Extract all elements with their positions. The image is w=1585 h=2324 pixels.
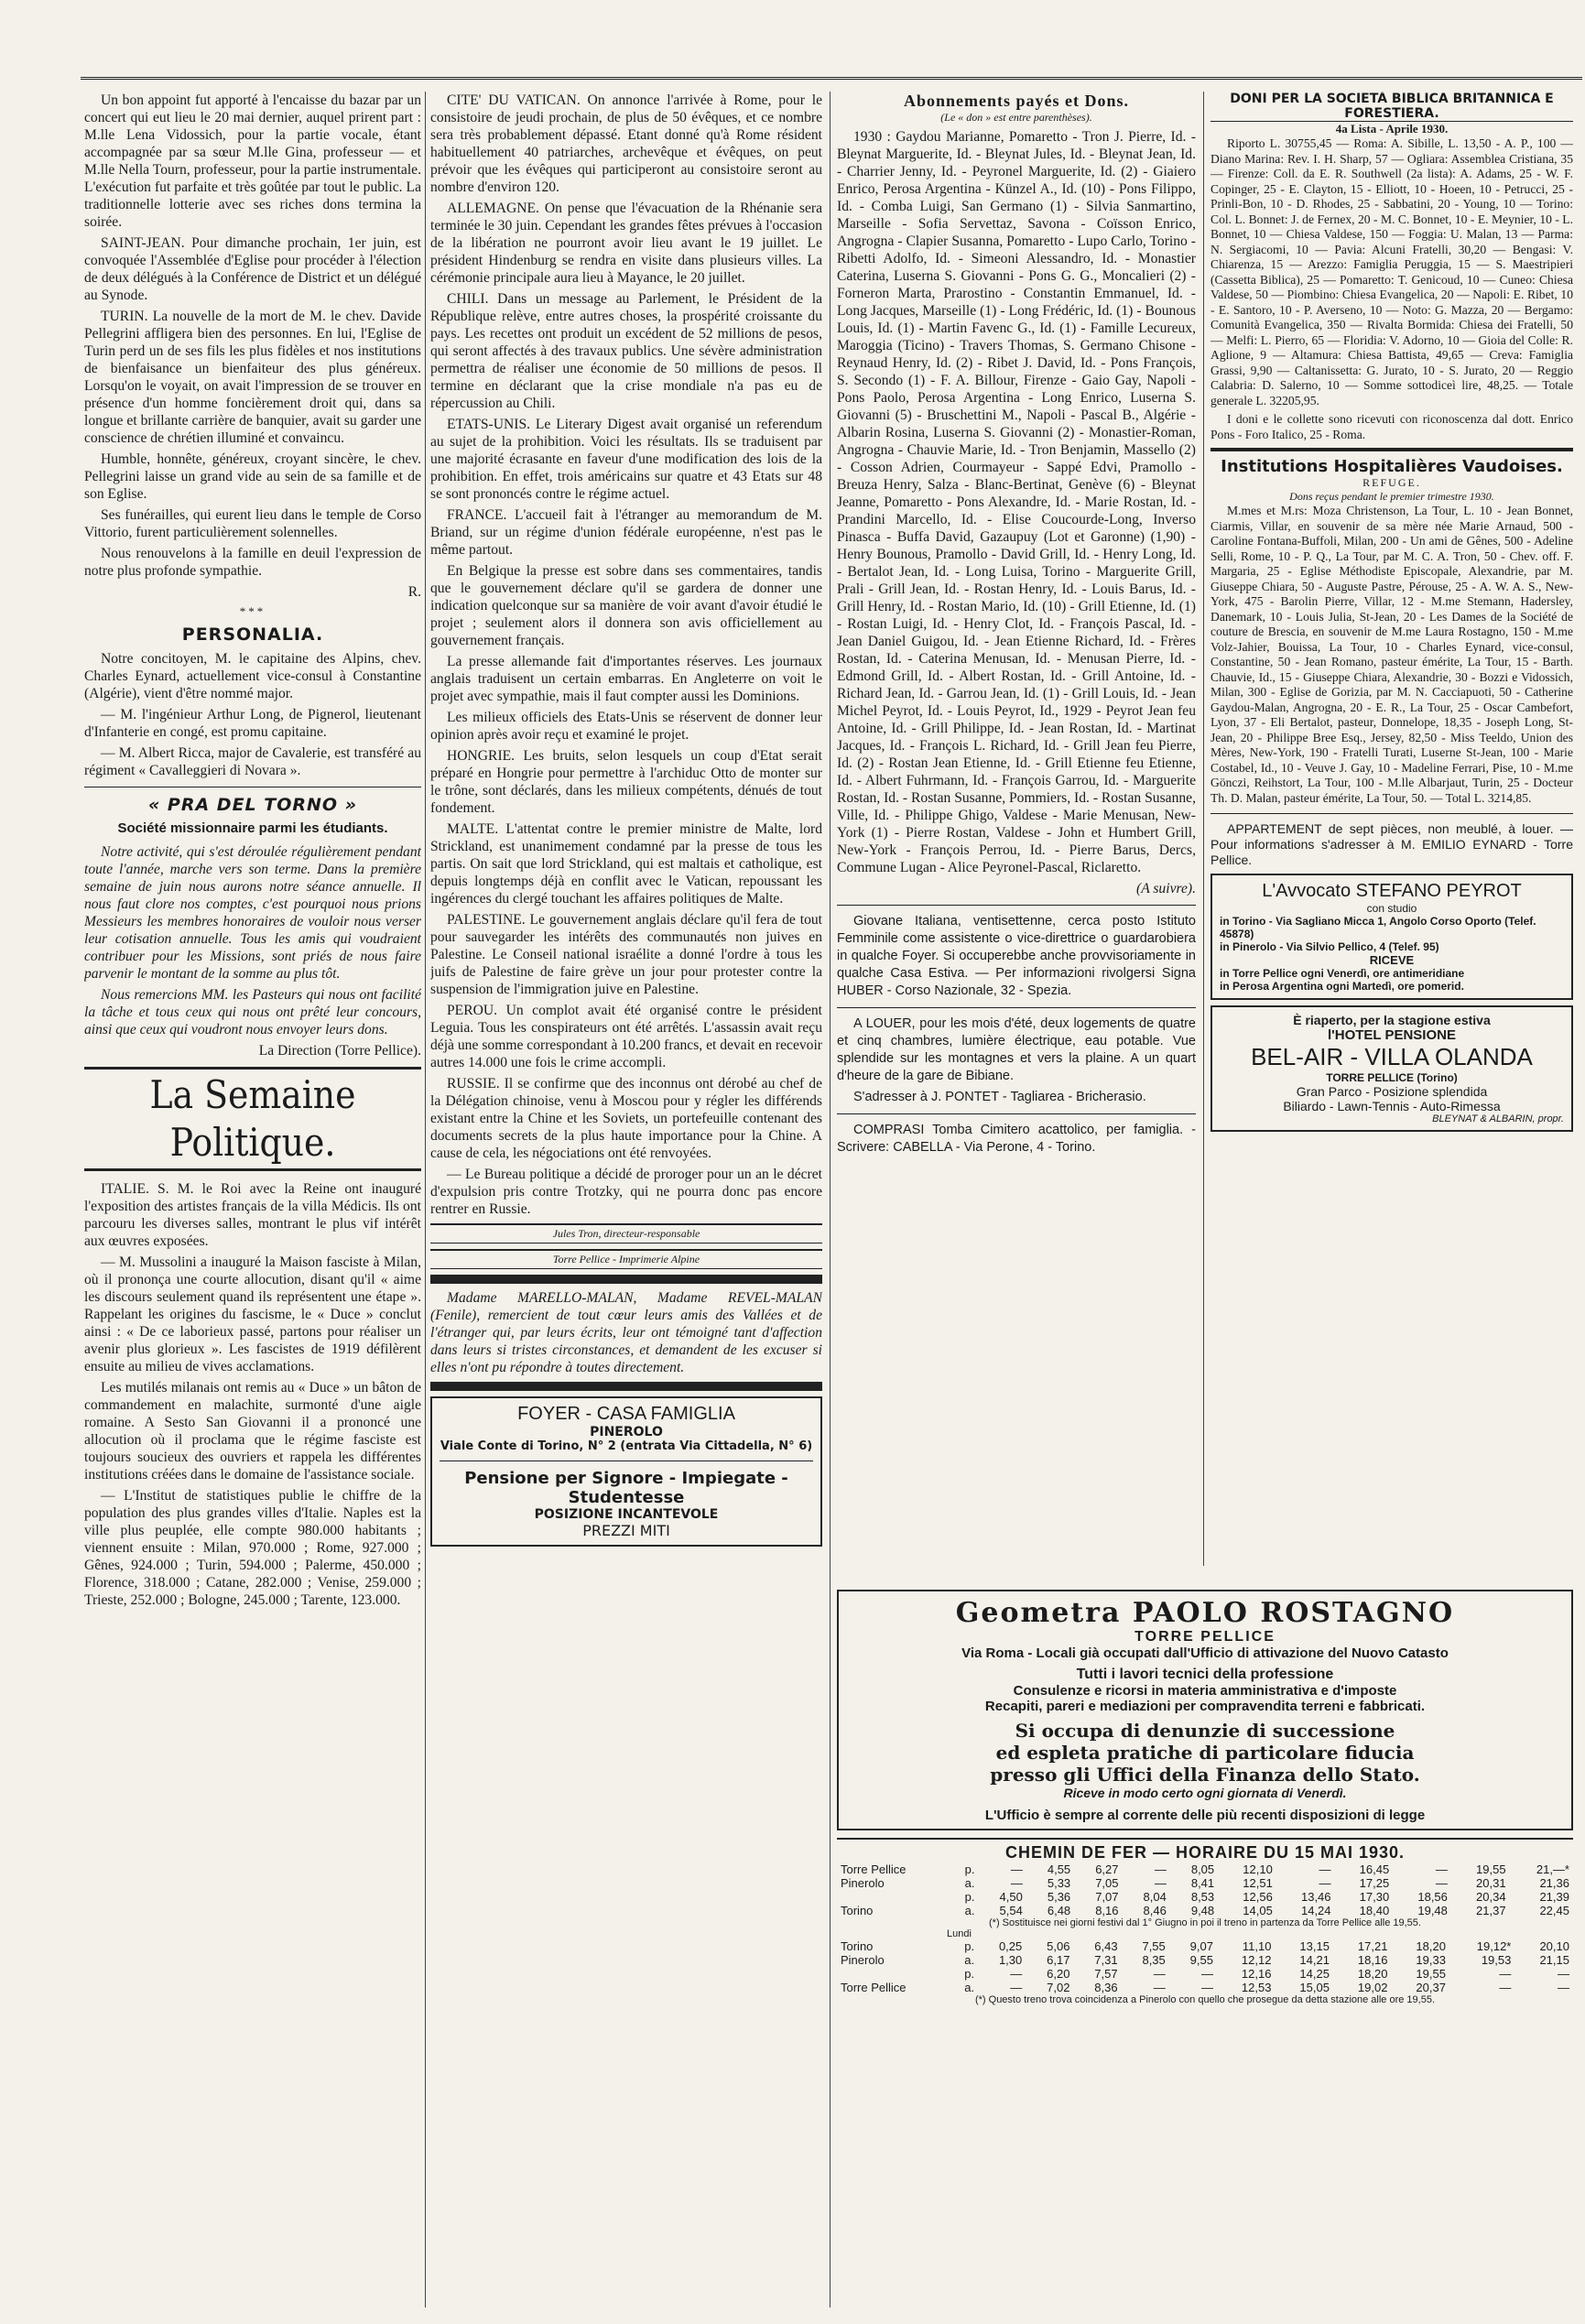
timetable-cell: — — [1154, 1876, 1167, 1890]
politics-paragraph: En Belgique la presse est sobre dans ses commentaires, tandis que le gouvernement déclare qu'il se gardera de donner une indication quelconque sur sa manière de voir avant d'avoir étudié le projet ; seulement alors il donnera son avis officiellement au gouvernement français. — [430, 563, 822, 648]
timetable-cell: 14,25 — [1299, 1967, 1330, 1981]
timetable-cell: 7,02 — [1047, 1981, 1070, 1994]
timetable-cell: 5,06 — [1047, 1939, 1070, 1953]
station-name — [837, 1890, 951, 1904]
timetable-row — [837, 1904, 1573, 1917]
timetable-cell: — — [1200, 1981, 1213, 1994]
abonnements-heading: Abonnements payés et Dons. — [903, 92, 1130, 110]
timetable-cell: 12,51 — [1243, 1876, 1273, 1890]
timetable-cell: — — [1200, 1967, 1213, 1981]
timetable-torino-to-torre — [837, 1939, 1573, 1994]
politics-paragraph: Les mutilés milanais ont remis au « Duce » un bâton de commandement en malachite, surmonté d'une aigle romaine. A Sesto San Giovanni il a prononcé une allocution où il proclama que le régime fasciste est toujours soucieux des ouvriers et rappela les différentes institutions créées dans le domaine de l'assistance sociale. — [84, 1380, 421, 1482]
politics-paragraph: — Le Bureau politique a décidé de proroger pour un an le décret d'expulsion pris contre Trotzky, qui ne pourra donc pas encore rentrer en Russie. — [430, 1167, 822, 1217]
politics-paragraph: — M. Mussolini a inauguré la Maison fasciste à Milan, où il prononça une courte allocution, disant qu'il « aime les discours seulement quand ils représentent une étape ». Rappelant les origines du fascisme, le « Duce » conclut ainsi : « De ce laborieux passé, partons pour réaliser un avenir plus glorieux ». Les fascistes de 1919 défilèrent ensuite au milieu de vives acclamations. — [84, 1254, 421, 1374]
timetable-cell: 0,25 — [998, 1939, 1023, 1953]
timetable-cell: — — [1154, 1862, 1167, 1876]
timetable-cell: 20,10 — [1539, 1939, 1569, 1953]
timetable-cell: 9,55 — [1189, 1953, 1213, 1967]
timetable-cell: 19,02 — [1357, 1981, 1388, 1994]
foyer-address: Viale Conte di Torino, N° 2 (entrata Via Cittadella, N° 6) — [440, 1439, 813, 1453]
politics-paragraph: ALLEMAGNE. On pense que l'évacuation de la Rhénanie sera terminée le 30 juin. Cependant les grandes fêtes prévues à l'occasion de la libération ne pourront avoir lieu avant le 19 juillet. Le président Hindenburg se rendra en visite dans plusieurs villes. La cérémonie principale aura lieu à Mayance, le 20 juillet. — [430, 201, 822, 286]
timetable-cell: 12,10 — [1243, 1862, 1273, 1876]
article-signature: R. — [407, 584, 421, 600]
timetable-cell: 6,27 — [1095, 1862, 1119, 1876]
geometra-address: Via Roma - Locali già occupati dall'Ufficio di attivazione del Nuovo Catasto — [961, 1645, 1449, 1661]
doni-heading: DONI PER LA SOCIETÀ BIBLICA BRITANNICA E FORESTIERA. — [1210, 92, 1573, 122]
timetable-cell: 9,48 — [1190, 1904, 1215, 1917]
pra-del-torno-subheading: Société missionnaire parmi les étudiants. — [117, 820, 388, 836]
station-name: Torre Pellice — [841, 1981, 906, 1994]
timetable-cell: 12,12 — [1241, 1953, 1272, 1967]
timetable-cell: — — [1435, 1862, 1448, 1876]
timetable-cell: 6,48 — [1047, 1904, 1071, 1917]
timetable-cell: — — [1435, 1876, 1448, 1890]
avvocato-riceve: RICEVE — [1369, 953, 1415, 967]
avvocato-torre-pellice: in Torre Pellice ogni Venerdì, ore antimeridiane — [1220, 967, 1465, 980]
black-bar — [430, 1275, 822, 1284]
timetable-cell: — — [1499, 1967, 1512, 1981]
avvocato-name: L'Avvocato STEFANO PEYROT — [1262, 881, 1522, 901]
avvocato-torino: in Torino - Via Sagliano Micca 1, Angolo Corso Oporto (Telef. 45878) — [1220, 915, 1536, 940]
timetable-cell: — — [1010, 1862, 1023, 1876]
timetable-cell: — — [1010, 1967, 1023, 1981]
personalia-item: — M. l'ingénieur Arthur Long, de Pignerol, lieutenant d'Infanterie en congé, est promu capitaine. — [84, 707, 421, 740]
timetable-cell: 5,54 — [999, 1904, 1023, 1917]
hotel-pensione: l'HOTEL PENSIONE — [1328, 1027, 1456, 1043]
section-stars: *** — [239, 604, 266, 618]
timetable-cell: 6,17 — [1047, 1953, 1070, 1967]
foyer-ad — [430, 1396, 822, 1547]
geometra-line: Tutti i lavori tecnici della professione — [1076, 1667, 1334, 1682]
station-name: Torre Pellice — [841, 1862, 906, 1876]
timetable-cell: 12,16 — [1241, 1967, 1272, 1981]
hotel-line: È riaperto, per la stagione estiva — [1293, 1013, 1491, 1027]
abonnements-note: (Le « don » est entre parenthèses). — [940, 111, 1092, 124]
timetable-cell: 7,57 — [1094, 1967, 1118, 1981]
divider — [837, 1007, 1196, 1008]
semaine-politique-heading: La Semaine Politique. — [84, 1067, 421, 1171]
timetable-cell: 8,41 — [1190, 1876, 1215, 1890]
timetable-cell: 7,05 — [1095, 1876, 1119, 1890]
article-paragraph: Nous renouvelons à la famille en deuil l'expression de notre plus profonde sympathie. — [84, 546, 421, 579]
timetable-cell: 19,55 — [1476, 1862, 1506, 1876]
timetable-cell: 8,53 — [1190, 1890, 1215, 1904]
timetable-cell: 12,56 — [1243, 1890, 1273, 1904]
article-paragraph: Humble, honnête, généreux, croyant sincère, le chev. Pellegrini laisse un grand vide au sein de sa famille et de son Eglise. — [84, 451, 421, 502]
timetable-cell: 16,45 — [1359, 1862, 1390, 1876]
timetable-cell: 1,30 — [998, 1953, 1023, 1967]
politics-paragraph: La presse allemande fait d'importantes réserves. Les journaux anglais traduisent un certain embarras. En Angleterre on voit le projet avec sympathie, mais il faut compter aussi les Dominions. — [430, 654, 822, 704]
timetable-cell: 7,07 — [1095, 1890, 1119, 1904]
timetable-cell: 8,05 — [1190, 1862, 1215, 1876]
column-divider — [1203, 92, 1204, 1566]
black-bar — [1210, 448, 1573, 451]
politics-paragraph: FRANCE. L'accueil fait à l'étranger au memorandum de M. Briand, sur un régime d'union fédérale européenne, n'est pas le même partout. — [430, 507, 822, 558]
foyer-prices: PREZZI MITI — [582, 1522, 670, 1539]
geometra-line: Consulenze e ricorsi in materia amministrativa e d'imposte — [1013, 1683, 1397, 1699]
timetable-cell: — — [1499, 1981, 1512, 1994]
timetable-row — [837, 1862, 1573, 1876]
timetable-cell: — — [1010, 1876, 1023, 1890]
geometra-line: L'Ufficio è sempre al corrente delle più recenti disposizioni di legge — [984, 1808, 1426, 1823]
timetable-cell: 6,20 — [1047, 1967, 1070, 1981]
timetable-cell: 22,45 — [1539, 1904, 1569, 1917]
timetable-row — [837, 1939, 1573, 1953]
timetable-cell: a. — [964, 1981, 975, 1994]
station-name — [837, 1967, 951, 1981]
timetable-cell: 21,36 — [1539, 1876, 1569, 1890]
timetable-cell: 9,07 — [1189, 1939, 1213, 1953]
pra-del-torno-heading: « PRA DEL TORNO » — [147, 795, 358, 815]
timetable-cell: 8,46 — [1143, 1904, 1167, 1917]
column-3 — [837, 92, 1196, 1538]
article-paragraph: Ses funérailles, qui eurent lieu dans le temple de Corso Vittorio, furent particulièrement solennelles. — [84, 507, 421, 540]
refuge-heading: REFUGE. — [1362, 476, 1421, 489]
hotel-line: Gran Parco - Posizione splendida — [1296, 1084, 1488, 1099]
article-paragraph: Un bon appoint fut apporté à l'encaisse du bazar par un concert qui eut lieu le 20 mai dernier, auquel prirent part : M.lle Lena Vidossich, pour la partie vocale, étant accompagnée par sa sœur M.lle Gina, professeur — et M.lle Nella Tourn, professeur, pour la partie instrumentale. L'exécution fut parfaite et très goûtée par tout le public. La traditionnelle lotterie avec ses riches dons termina la soirée. — [84, 92, 421, 230]
timetable-cell: a. — [964, 1876, 975, 1890]
doni-subheading: 4a Lista - Aprile 1930. — [1335, 122, 1449, 136]
timetable-cell: — — [1558, 1981, 1569, 1994]
timetable-cell: 4,50 — [999, 1890, 1023, 1904]
politics-paragraph: PEROU. Un complot avait été organisé contre le président Leguia. Tous les conspirateurs ont été arrêtés. L'assassin avait reçu déjà une somme correspondant à 10.200 francs, et devait en recevoir autres 14.000 une fois le crime accompli. — [430, 1003, 822, 1070]
timetable-cell: 12,53 — [1241, 1981, 1272, 1994]
personalia-item: — M. Albert Ricca, major de Cavalerie, est transféré au régiment « Cavalleggieri di Novara ». — [84, 745, 421, 778]
timetable-row — [837, 1981, 1573, 1994]
timetable-cell: 4,55 — [1047, 1862, 1071, 1876]
foyer-pension: Pensione per Signore - Impiegate - Studentesse — [464, 1469, 788, 1507]
classified-louer: A LOUER, pour les mois d'été, deux logements de quatre et cinq chambres, lumière électrique, eau potable. Vue splendide sur les montagnes et vers la plaine. A un quart d'heure de la gare de Bibiane. — [837, 1016, 1196, 1083]
timetable-cell: 20,31 — [1476, 1876, 1506, 1890]
geometra-line: ed espleta pratiche di particolare fiducia — [995, 1742, 1415, 1764]
hotel-name: BEL-AIR - VILLA OLANDA — [1251, 1043, 1533, 1070]
timetable-cell: 20,37 — [1416, 1981, 1446, 1994]
timetable-cell: 19,33 — [1416, 1953, 1446, 1967]
avvocato-studio: con studio — [1366, 902, 1417, 915]
station-name: Pinerolo — [841, 1953, 885, 1967]
timetable-cell: — — [1153, 1967, 1166, 1981]
imprint-printer: Torre Pellice - Imprimerie Alpine — [430, 1249, 822, 1269]
doni-note: I doni e le collette sono ricevuti con riconoscenza dal dott. Enrico Pons - Foro Italico, 25 - Roma. — [1210, 412, 1573, 441]
timetable-cell: — — [1010, 1981, 1023, 1994]
pra-del-torno-signature: La Direction (Torre Pellice). — [258, 1043, 421, 1059]
top-rule — [81, 77, 1582, 80]
thanks-notice: Madame MARELLO-MALAN, Madame REVEL-MALAN (Fenile), remercient de tout cœur leurs amis des Vallées et de l'étranger qui, par leurs écrits, leur ont témoigné tant d'affection dans leurs si tristes circonstances, et demandent de les excuser si elles n'ont pu répondre à toutes directement. — [430, 1290, 822, 1375]
hotel-line: Biliardo - Lawn-Tennis - Auto-Rimessa — [1283, 1099, 1501, 1113]
timetable-cell: 18,20 — [1357, 1967, 1388, 1981]
timetable-cell: 7,55 — [1142, 1939, 1166, 1953]
divider — [837, 905, 1196, 906]
timetable-cell: 19,12* — [1476, 1939, 1512, 1953]
personalia-heading: PERSONALIA. — [181, 624, 324, 645]
foyer-title: FOYER - CASA FAMIGLIA — [517, 1404, 735, 1424]
timetable-cell: a. — [964, 1953, 975, 1967]
timetable-cell: 14,05 — [1243, 1904, 1273, 1917]
hotel-proprietors: BLEYNAT & ALBARIN, propr. — [1432, 1113, 1564, 1124]
timetable-cell: 17,25 — [1359, 1876, 1390, 1890]
station-name: Torino — [841, 1904, 874, 1917]
timetable-cell: 21,39 — [1539, 1890, 1569, 1904]
timetable-cell: p. — [964, 1967, 975, 1981]
train-title: CHEMIN DE FER — HORAIRE DU 15 MAI 1930. — [1004, 1843, 1406, 1862]
timetable-cell: p. — [964, 1890, 975, 1904]
timetable-cell: 15,05 — [1299, 1981, 1330, 1994]
timetable-cell: — — [1153, 1981, 1166, 1994]
avvocato-ad — [1210, 874, 1573, 1000]
hotel-city: TORRE PELLICE (Torino) — [1326, 1071, 1458, 1084]
column-2 — [430, 92, 822, 2308]
timetable-cell: 20,34 — [1476, 1890, 1506, 1904]
black-bar — [430, 1382, 822, 1391]
classified-appartement: APPARTEMENT de sept pièces, non meublé, à louer. — Pour informations s'adresser à M. EMILIO EYNARD - Torre Pellice. — [1210, 821, 1573, 867]
timetable-cell: 18,16 — [1357, 1953, 1388, 1967]
timetable-cell: 13,46 — [1300, 1890, 1331, 1904]
avvocato-perosa: in Perosa Argentina ogni Martedì, ore pomerid. — [1220, 980, 1464, 993]
abonnements-list: 1930 : Gaydou Marianne, Pomaretto - Tron J. Pierre, Id. - Bleynat Marguerite, Id. - Bleynat Jules, Id. - Bleynat Jean, Id. - Charrier Jenny, Id. - Peyronel Marguerite, Id. (2) - Giaiero Enrico, Perosa Argentina - Künzel A., Id. (10) - Pons Filippo, Id. - Comba Luigi, San Germano (1) - Silvia Sanmartino, Marseille - Sofia Servettaz, Savona - Coïsson Enrico, Angrogna - Clapier Susanna, Pomaretto - Lupo Carlo, Torino - Ribetti Adolfo, Id. - Simeoni Alessandro, Id. - Monastier Caterina, Luserna S. Giovanni - Pons G. G., Moncalieri (2) - Forneron Marta, Prarostino - Constantin Emmanuel, Id. - Long Jacques, Marseille (1) - Long Frédéric, Id. (1) - Bounous Louis, Id. (1) - Martin Favenc G., Id. (1) - Famille Lecureux, Maroggia (Ticino) - Travers Thomas, S. Germano Chisone - Reynaud Henry, Id. (2) - Ribet J. David, Id. - Pons François, S. Secondo (1) - F. A. Billour, Firenze - Gaio Gay, Napoli - Pons Paolo, Perosa Argentina - Long Enrico, Luserna S. Giovanni (5) - Bruschettini M., Napoli - Pascal B., Algérie - Albarin Rosina, Luserna S. Giovanni (2) - Monastier-Roman, Angrogna - Chauvie Marie, Id. - Tron Benjamin, Massello (2) - Cosson Adrien, Courmayeur - Sappé Edvi, Pramollo - Breuza Henry, Salza - Blanc-Bertinat, Genève (6) - Bleynat Jeanne, Pomaretto - Pons Alexandre, Id. - Marie Rostan, Id. - Prandini Marcello, Id. - Elise Coucourde-Long, Inverso Pinasca - Buffa David, Gazaupuy (Lot et Garonne) (1,90) - Henry Bounous, Pramollo - David Grill, Id. - Henry Long, Id. - Bertalot Jean, Id. - Long Luisa, Torino - Marguerite Grill, Prali - Grill Jean, Id. - Rostan Henry, Id. - Louis Barus, Id. - Grill Henry, Id. - Rostan Mario, Id. (10) - Grill Etienne, Id. (1) - Rostan Luigi, Id. - Henry Clot, Id. - François Pascal, Id. - Jean Daniel Guigou, Id. - Jean Etienne Richard, Id. - Frères Rostan, Id. - Caterina Menusan, Id. - Menusan Pierre, Id. - Edmond Grill, Id. - Albert Rostan, Id. - Grill Antoine, Id. - Richard Jean, Id. - Garrou Jean, Id. (1) - Grill Louis, Id. - Jean Michel Peyrot, Id. - Louis Peyrot, Id., 1929 - Peyrot Jean feu Antoine, Id. - Grill Philippe, Id. - Jean Rostan, Id. - Martinat Jacques, Id. - François L. Richard, Id. - Grill Jean feu Pierre, Id. (2) - Rostan Jean Etienne, Id. - Grill Etienne feu Etienne, Id. - Albert Fuhrmann, Id. - François Garrou, Id. - Marguerite Rostan, Id. - Rostan Susanne, Pommiers, Id. - Rostan Susanne, Ville, Id. - Philippe Ghigo, Valdese - Marie Menusan, New-York (1) - Pierre Rostan, Valdese - John et Humbert Grill, New-York - François Perrou, Id. - Pierre Barus, Dercs, Commune Lugan - Alice Peyronel-Pascal, Riclaretto. — [837, 129, 1196, 875]
station-name: Pinerolo — [841, 1876, 885, 1890]
timetable-cell: — — [1319, 1862, 1331, 1876]
politics-paragraph: ITALIE. S. M. le Roi avec la Reine ont inauguré l'exposition des artistes français de la villa Médicis. Ils ont parcouru les diverses salles, montrant le plus vif intérêt aux œuvres exposées. — [84, 1181, 421, 1249]
timetable-cell: 11,10 — [1242, 1939, 1272, 1953]
foyer-position: POSIZIONE INCANTEVOLE — [534, 1507, 719, 1522]
timetable-row — [837, 1953, 1573, 1967]
geometra-city: TORRE PELLICE — [1134, 1629, 1276, 1645]
politics-paragraph: Les milieux officiels des Etats-Unis se réservent de donner leur opinion après avoir reçu et examiné le projet. — [430, 710, 822, 743]
timetable-row — [837, 1890, 1573, 1904]
bottom-right-ads — [837, 1584, 1573, 2308]
doni-list: Riporto L. 30755,45 — Roma: A. Sibille, L. 13,50 - A. P., 100 — Diano Marina: Rev. I. H. Sharp, 57 — Ogliara: Assemblea Cristiana, 35 — Firenze: Coll. da E. R. Southwell (2a lista): A. Adams, 25 - W. F. Copinger, 25 - E. Clayton, 15 - Elliott, 10 - Hoeen, 10 - Petrucci, 25 - Prinli-Bon, 10 - D. Rhodes, 25 - Sabbatini, 20 - Young, 10 — Torino: Col. L. Bonnet: J. de Fernex, 20 - M. C. Bonnet, 10 - E. Meynier, 10 - L. Bonnet, 10 — Chiesa Valdese, 150 — Foggia: U. Malan, 13 — Parma: N. Sergiacomi, 10 — Pavia: Alcuni Fratelli, 30,20 — Bengasi: V. Chiarenza, 15 — Arezzo: Famiglia Peruggia, 15 — S. Maestripieri (Cassetta Biblica), 25 — Pomaretto: T. Genicoud, 10 — Cuneo: Chiesa Valdese, 50 — Piombino: Chiesa Evangelica, 20 — Napoli: E. Ribet, 10 - E. Santoro, 10 - P. Averseno, 10 — Noto: G. Mazza, 20 — Bergamo: Comunità Evangelica, 350 — Rivalta Bormida: Chiesa dei Fratelli, 50 — Melfi: L. Pierro, 65 — Floridia: V. Adorno, 10 — Gioia del Colle: R. Aglione, 9 — Altamura: Chiesa Battista, 49,65 — Creva: Famiglia Grassi, 9,90 — Caltanissetta: G. Jurato, 10 - S. Jurato, 20 — Reggio Calabria: D. Salerno, 10 — Somme sottodiceì lire, 48,25. — Totale generale L. 32205,95. — [1210, 136, 1573, 407]
politics-paragraph: — L'Institut de statistiques publie le chiffre de la population des plus grandes villes d'Italie. Naples est la ville plus peuplée, elle compte 980.000 habitants ; viennent ensuite : Milan, 970.000 ; Rome, 927.000 ; Gênes, 924.000 ; Turin, 594.000 ; Palerme, 450.000 ; Florence, 318.000 ; Catane, 282.000 ; Venise, 259.000 ; Trieste, 252.000 ; Bologne, 245.000 ; Tarente, 123.000. — [84, 1488, 421, 1608]
timetable-cell: — — [1558, 1967, 1569, 1981]
train-note: (*) Questo treno trova coincidenza a Pinerolo con quello che prosegue da detta stazione alle ore 19,55. — [974, 1994, 1436, 2005]
column-divider — [425, 92, 426, 2308]
timetable-cell: 17,21 — [1357, 1939, 1388, 1953]
timetable-cell: 14,24 — [1300, 1904, 1331, 1917]
timetable-cell: 7,31 — [1094, 1953, 1118, 1967]
politics-paragraph: RUSSIE. Il se confirme que des inconnus ont dérobé au chef de la Délégation chinoise, venu à Moscou pour y régler les différends existant entre la Chine et les Soviets, un portefeuille contenant des documents secrets de la plus haute importance pour la Chine. A cause de cela, les négociations ont été renvoyées. — [430, 1076, 822, 1161]
classified-comprasi: COMPRASI Tomba Cimitero acattolico, per famiglia. - Scrivere: CABELLA - Via Perone, 4 - Torino. — [837, 1123, 1196, 1155]
avvocato-pinerolo: in Pinerolo - Via Silvio Pellico, 4 (Telef. 95) — [1220, 940, 1439, 953]
timetable-cell: 19,53 — [1481, 1953, 1512, 1967]
hotel-ad — [1210, 1005, 1573, 1132]
dons-subheading: Dons reçus pendant le premier trimestre 1930. — [1289, 490, 1494, 503]
station-name: Torino — [841, 1939, 874, 1953]
timetable-cell: 18,20 — [1416, 1939, 1446, 1953]
politics-paragraph: PALESTINE. Le gouvernement anglais déclare qu'il fera de tout pour sauvegarder les intérêts des communautés non juives en Palestine. Le Conseil national israélite a donné l'ordre à tous les juifs de Palestine de faire grève un jour pour protester contre la suspension de l'immigration juive en Palestine. — [430, 912, 822, 997]
hospitalieres-heading: Institutions Hospitalières Vaudoises. — [1221, 457, 1563, 476]
classified-giovane: Giovane Italiana, ventisettenne, cerca posto Istituto Femminile come assistente o vice-direttrice o guardarobiera in qualche Foyer. Si occuperebbe anche provvisoriamente in qualche Casa Estiva. — Per informazioni rivolgersi Signa HUBER - Corso Nazionale, 32 - Spezia. — [837, 914, 1196, 998]
politics-paragraph: CHILI. Dans un message au Parlement, le Président de la République relève, entre autres choses, la prospérité croissante du pays. Les recettes ont produit un excédent de 52 millions de pesos, qui seront affectés à des travaux publics. Une sévère administration permettra de réaliser une économie de 50 millions de pesos. Il termine en déclarant que la crise mondiale n'a pas eu de répercussion au Chili. — [430, 291, 822, 411]
timetable-cell: p. — [964, 1939, 975, 1953]
timetable-cell: 21,15 — [1539, 1953, 1569, 1967]
politics-paragraph: ETATS-UNIS. Le Literary Digest avait organisé un referendum au sujet de la prohibition. Voici les résultats. Ils se traduisent par une majorité écrasante en faveur d'une modification des lois de la prohibition. En effet, trois américains sur quatre et 43 Etats sur 48 se sont prononcés contre le régime actuel. — [430, 417, 822, 502]
classified-louer-contact: S'adresser à J. PONTET - Tagliarea - Bricherasio. — [853, 1090, 1146, 1104]
timetable-cell: 13,15 — [1299, 1939, 1330, 1953]
timetable-cell: 17,30 — [1359, 1890, 1390, 1904]
personalia-item: Notre concitoyen, M. le capitaine des Alpins, chev. Charles Eynard, actuellement vice-consul à Constantine (Algérie), vient d'être nommé major. — [84, 651, 421, 701]
train-note: (*) Sostituisce nei giorni festivi dal 1° Giugno in poi il treno in partenza da Torre Pellice alle 19,55. — [989, 1917, 1421, 1928]
geometra-line: presso gli Uffici della Finanza dello Stato. — [990, 1764, 1420, 1786]
pra-del-torno-text: Notre activité, qui s'est déroulée régulièrement pendant toute l'année, marche vers son terme. Dans la première semaine de juin nous aurons notre séance annuelle. Il nous faut clore nos comptes, c'est pourquoi nous prions Messieurs les membres honoraires de vouloir nous verser leur cotisation annuelle. Tous les amis qui voudraient contribuer pour les Missions, sont priés de nous faire parvenir le montant de la somme au plus tôt. — [84, 844, 421, 982]
timetable-cell: 8,36 — [1094, 1981, 1118, 1994]
timetable-cell: 18,40 — [1359, 1904, 1390, 1917]
article-paragraph: SAINT-JEAN. Pour dimanche prochain, 1er juin, est convoquée l'Assemblée d'Eglise pour procéder à l'élection de deux délégués à la Conférence de District et un délégué au Synode. — [84, 235, 421, 303]
imprint-director: Jules Tron, directeur-responsable — [430, 1223, 822, 1243]
train-lundi: Lundi — [947, 1928, 972, 1939]
hospitalieres-list: M.mes et M.rs: Moza Christenson, La Tour, L. 10 - Jean Bonnet, Ciarmis, Villar, en souvenir de sa mère née Marie Arnaud, 500 - Caroline Fontana-Buffoli, Milan, 200 - Un ami de Gênes, 500 - Adeline Selli, Rome, 10 - P. Q., La Tour, par M. C. A. Tron, 50 - Chev. off. F. Margaria, 25 - Eglise Méthodiste Episcopale, Alexandrie, par M. Giuseppe Chiara, 50 - Auguste Pastre, Pérouse, 25 - A. W. A. S., New-York, 475 - Barolin Pierre, Villar, 12 - M.me Stemann, Hadersley, Danemark, 10 - Louis Julia, St-Jean, 20 - Les Dames de la Société de couture de Brescia, en souvenir de M.me Laura Rostagno, 150 - M.me Volz-Jahier, Bouissa, La Tour, 10 - Charles Eynard, vice-consul, Constantine, 50 - Jean Romano, pasteur émérite, La Tour, 15 - Barth. Chauvie, Id., 15 - Giuseppe Chiara, Alexandrie, 30 - Bozzi e Vidossich, Milan, 300 - Eglise de Gorizia, par M. N. Cacciapuoti, 50 - Catherine Gaydou-Malan, Angrogna, 20 - E. R., La Tour, 25 - Oscar Cambefort, Lyon, 37 - Eli Bertalot, pasteur, Donnelope, 18,35 - Joseph Long, St-Jean, 20 - Philippe Bree Esq., Jersey, 82,50 - Miss Teeldo, Union des Mères, New-York, 190 - Fratelli Turati, Luserne St-Jean, 100 - Marie Costabel, Id., 10 - Veuve J. Gay, 10 - Madeline Ferrari, Pise, 10 - M.me Gönczi, Reihstort, La Tour, 100 - M.lle Albarjaut, Turin, 25 - Docteur Th. D. Malan, pasteur émérite, La Tour, 50. — Total L. 3214,85. — [1210, 504, 1573, 805]
a-suivre: (A suivre). — [1136, 881, 1196, 896]
timetable-cell: 6,43 — [1094, 1939, 1118, 1953]
geometra-name: Geometra PAOLO ROSTAGNO — [955, 1597, 1455, 1629]
timetable-cell: 18,56 — [1417, 1890, 1448, 1904]
geometra-line: Riceve in modo certo ogni giornata di Venerdì. — [1063, 1786, 1347, 1800]
divider — [1210, 813, 1573, 814]
divider — [837, 1113, 1196, 1114]
timetable-cell: 8,16 — [1095, 1904, 1119, 1917]
timetable-cell: 21,37 — [1476, 1904, 1506, 1917]
timetable-cell: — — [1319, 1876, 1331, 1890]
column-4 — [1210, 92, 1573, 1538]
foyer-city: PINEROLO — [590, 1425, 663, 1439]
article-paragraph: TURIN. La nouvelle de la mort de M. le chev. Davide Pellegrini affligera bien des personnes. En lui, l'Eglise de Turin perd un de ses fils les plus fidèles et nos institutions de bienfaisance un bienfaiteur des plus généreux. Lorsqu'on le voyait, on avait l'impression de se trouver en présence d'un homme foncièrement droit qui, dans sa longue et brillante carrière de banquier, avait su garder une conscience de chrétien illuminé et convaincu. — [84, 309, 421, 446]
timetable-cell: 8,35 — [1142, 1953, 1166, 1967]
timetable-cell: 8,04 — [1143, 1890, 1167, 1904]
geometra-line: Recapiti, pareri e mediazioni per compravendita terreni e fabbricati. — [984, 1699, 1426, 1714]
timetable-cell: 19,55 — [1416, 1967, 1446, 1981]
timetable-cell: p. — [964, 1862, 975, 1876]
train-timetable — [837, 1838, 1573, 2005]
timetable-cell: 14,21 — [1299, 1953, 1330, 1967]
timetable-torre-to-torino — [837, 1862, 1573, 1917]
column-1 — [84, 92, 421, 2308]
timetable-row — [837, 1876, 1573, 1890]
politics-paragraph: HONGRIE. Les bruits, selon lesquels un coup d'Etat serait préparé en Hongrie pour permettre à l'archiduc Otto de monter sur le trône, sont déclarés, dans les milieux compétents, dénués de tout fondement. — [430, 748, 822, 816]
timetable-cell: a. — [964, 1904, 975, 1917]
timetable-cell: 19,48 — [1417, 1904, 1448, 1917]
politics-paragraph: MALTE. L'attentat contre le premier ministre de Malte, lord Strickland, est unanimement condamné par la presse de tous les partis. On sait que lord Strickland, qui est maltais et catholique, est depuis longtemps déjà en conflit avec le Vatican, repoussant les ingérences du clergé touchant les affaires politiques de Malte. — [430, 821, 822, 907]
timetable-cell: 21,—* — [1536, 1862, 1569, 1876]
politics-paragraph: CITE' DU VATICAN. On annonce l'arrivée à Rome, pour le consistoire de jeudi prochain, de plus de 50 évêques, et ce nombre sera très probablement dépassé. Etant donné qu'à Rome résident habituellement 40 patriarches, archevêque et évêques, on peut prévoir que les évêques qui participeront au consistoire seront au nombre d'environ 120. — [430, 92, 822, 195]
pra-del-torno-text: Nous remercions MM. les Pasteurs qui nous ont facilité la tâche et tous ceux qui nous ont prêté leur concours, ainsi que ceux qui voudront nous envoyer leurs dons. — [84, 987, 421, 1037]
timetable-row — [837, 1967, 1573, 1981]
geometra-line: Si occupa di denunzie di successione — [1015, 1720, 1395, 1742]
timetable-cell: 5,33 — [1047, 1876, 1071, 1890]
timetable-cell: 5,36 — [1047, 1890, 1071, 1904]
geometra-ad — [837, 1590, 1573, 1830]
